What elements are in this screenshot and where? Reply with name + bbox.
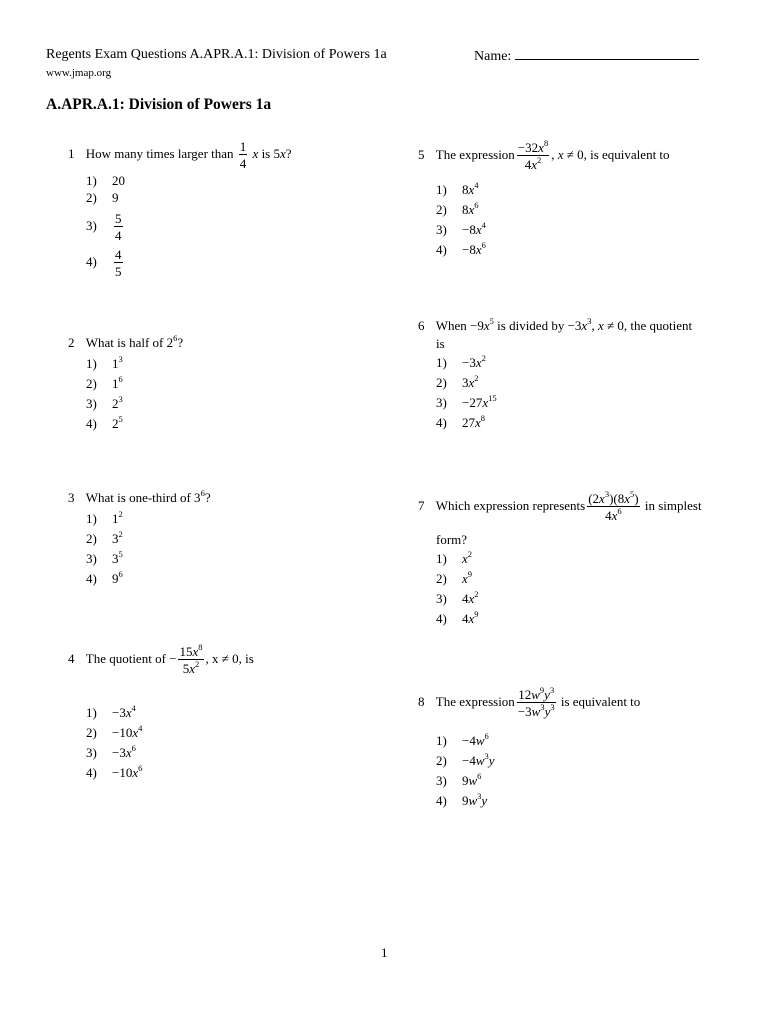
option-1[interactable]: $1) -3x^4$ — [86, 703, 136, 720]
option-3[interactable]: $3) -27x^{15}$ — [436, 393, 497, 410]
option-3[interactable]: 3) $\frac{5}{4}$ — [86, 211, 122, 243]
question-5: 5 The expression $\frac{-32x^8}{4x^2}$ , x ≠ 0, is equivalent to — [418, 138, 670, 172]
question-8: 8 The expression $\frac{12w^9y^3}{-3w^3y^3}$ is equivalent to — [418, 685, 641, 719]
option-4[interactable]: 4) $2^5$ — [86, 414, 123, 431]
fraction: $\frac{-32x^8}{4x^2}$ — [517, 138, 549, 172]
question-6: 6 When $-9x^5$ is divided by $-3x^3$, x ≠ 0, the quotient — [418, 316, 693, 333]
option-4[interactable]: 4) $\frac{4}{5}$ — [86, 247, 122, 279]
option-4[interactable]: $4) -10x^6$ — [86, 763, 143, 780]
question-4: 4 The quotient of − $\frac{15x^8}{5x^2}$ , x ≠ 0, is — [68, 642, 254, 676]
option-2[interactable]: 2) $3^2$ — [86, 529, 123, 546]
question-number: 4 — [68, 650, 75, 666]
question-number: 8 — [418, 693, 425, 709]
option-3[interactable]: 3) $9w^6$ — [436, 771, 482, 788]
question-number: 5 — [418, 146, 425, 162]
question-7: 7 Which expression represents $\frac{(2x^3)(8x^5)}{4x^6}$ in simplest — [418, 489, 702, 523]
option-4[interactable]: 4) $27x^8$ — [436, 413, 486, 430]
fraction: $\frac{(2x^3)(8x^5)}{4x^6}$ — [588, 489, 639, 523]
option-1[interactable]: $1) -3x^2$ — [436, 353, 486, 370]
option-1[interactable]: 1) $1^2$ — [86, 509, 123, 526]
option-3[interactable]: $3) -3x^6$ — [86, 743, 136, 760]
question-stem: How many times larger than $\frac{1}{4}$ x is 5x? — [85, 139, 292, 171]
question-number: 3 — [68, 490, 75, 505]
option-2[interactable]: 2) $x^9$ — [436, 569, 473, 586]
header-title: Regents Exam Questions A.APR.A.1: Division of Powers 1a — [46, 47, 387, 62]
option-3[interactable]: $3) -8x^4$ — [436, 220, 486, 237]
option-1[interactable]: 1) $1^3$ — [86, 354, 123, 371]
question-1 — [68, 140, 292, 170]
option-2[interactable]: 2) $8x^6$ — [436, 200, 479, 217]
fraction: $\frac{1}{4}$ — [239, 139, 247, 171]
header-url: www.jmap.org — [46, 67, 112, 79]
option-3[interactable]: 3) $2^3$ — [86, 394, 123, 411]
option-2[interactable]: $2) -10x^4$ — [86, 723, 143, 740]
option-4[interactable]: 4) $9^6$ — [86, 569, 123, 586]
question-7-cont: form? — [436, 532, 468, 547]
option-4[interactable]: 4) $9w^3y$ — [436, 791, 488, 808]
page-number: 1 — [381, 945, 388, 960]
fraction: $\frac{15x^8}{5x^2}$ — [179, 642, 203, 676]
question-number: 2 — [68, 335, 75, 350]
fraction: $\frac{12w^9y^3}{-3w^3y^3}$ — [517, 685, 555, 719]
option-4[interactable]: 4) $4x^9$ — [436, 609, 479, 626]
question-number: 7 — [418, 497, 425, 513]
name-field — [474, 47, 699, 65]
question-number: 6 — [418, 318, 425, 333]
name-label: Name: — [474, 49, 512, 64]
question-6-cont: is — [436, 336, 445, 351]
option-2[interactable]: 2) 9 — [86, 190, 119, 205]
option-2[interactable]: 2) $1^6$ — [86, 374, 123, 391]
section-title: A.APR.A.1: Division of Powers 1a — [46, 96, 272, 113]
name-blank — [515, 47, 699, 60]
question-number: 1 — [68, 145, 75, 161]
option-1[interactable]: 1) $x^2$ — [436, 549, 473, 566]
option-1[interactable]: 1) $8x^4$ — [436, 180, 479, 197]
option-3[interactable]: 3) $3^5$ — [86, 549, 123, 566]
question-2: 2 What is half of $2^6$? — [68, 333, 184, 350]
question-3: 3 What is one-third of $3^6$? — [68, 488, 211, 505]
option-2[interactable]: 2) $3x^2$ — [436, 373, 479, 390]
option-4[interactable]: $4) -8x^6$ — [436, 240, 486, 257]
option-3[interactable]: 3) $4x^2$ — [436, 589, 479, 606]
option-1[interactable]: $1) -4w^6$ — [436, 731, 489, 748]
option-2[interactable]: $2) -4w^3y$ — [436, 751, 495, 768]
option-1[interactable]: 1) 20 — [86, 173, 125, 188]
